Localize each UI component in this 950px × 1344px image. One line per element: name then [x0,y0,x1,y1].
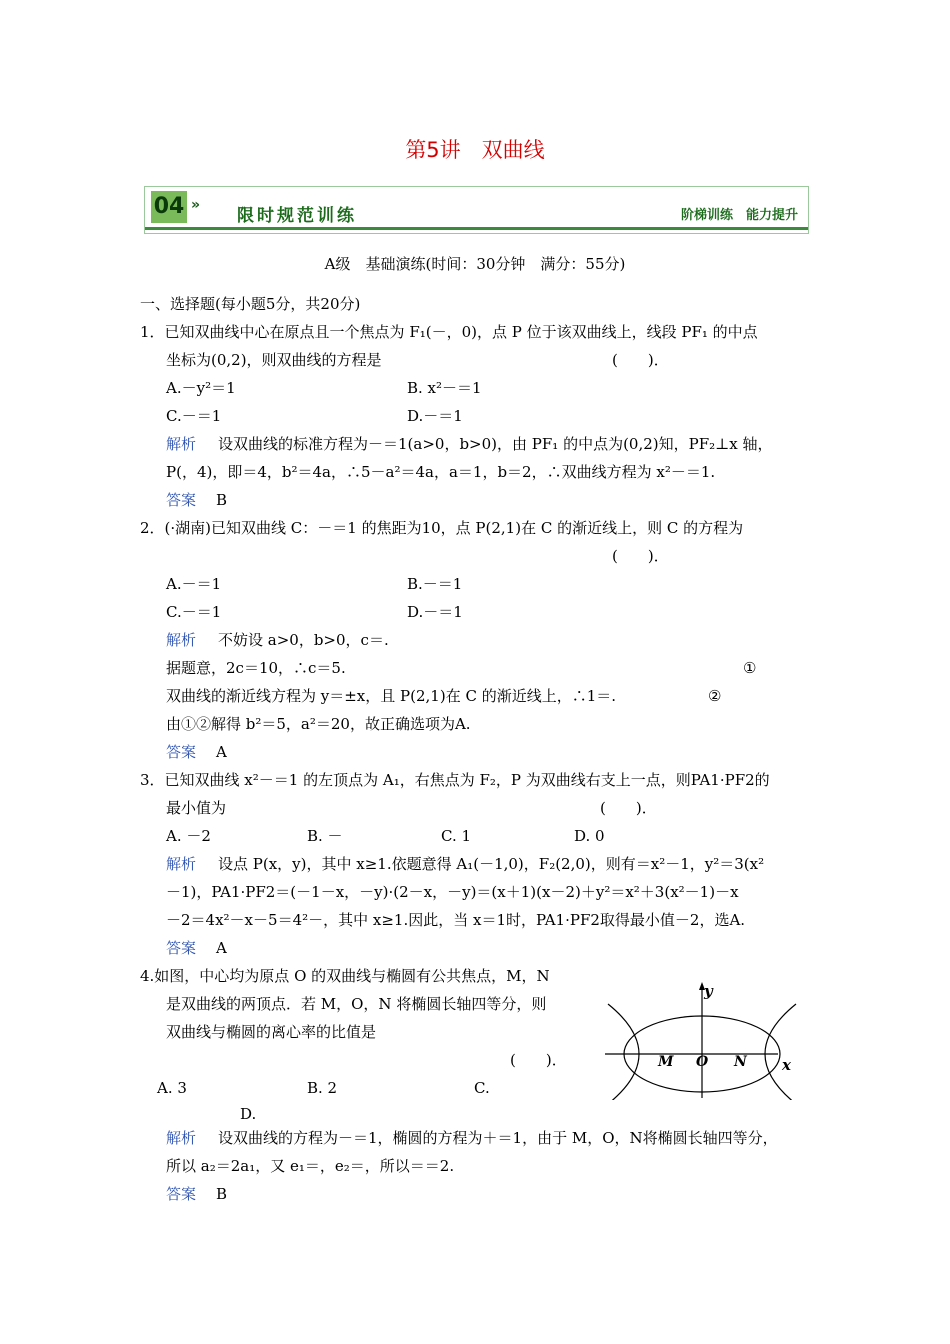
ellipse-hyperbola-figure [600,980,800,1100]
q1-answer: B [216,491,228,509]
q2-option-c: C.－＝1 [166,603,222,621]
q2-solution-label: 解析 [166,631,197,649]
q3-option-b: B. － [307,827,343,845]
banner-stripe [145,227,808,230]
q2-option-b: B.－＝1 [407,575,463,593]
q4-option-c: C. [474,1079,490,1097]
q3-stem-line2: 最小值为 [166,799,227,817]
q4-stem-line2: 是双曲线的两顶点．若 M，O，N 将椭圆长轴四等分，则 [166,995,547,1013]
q3-option-d: D. 0 [574,827,605,845]
q4-option-b: B. 2 [307,1079,338,1097]
q2-answer: A [216,743,227,761]
q4-paren: ( )． [510,1051,567,1069]
q2-answer-label: 答案 [166,743,197,761]
q4-stem-line3: 双曲线与椭圆的离心率的比值是 [166,1023,377,1041]
q4-option-a: A. 3 [157,1079,187,1097]
q1-option-d: D.－＝1 [407,407,463,425]
banner-number: 04 [151,191,187,223]
q2-paren: ( )． [612,547,669,565]
q4-option-d: D. [240,1105,257,1123]
q3-solution-line2: －1)，PA1·PF2＝(－1－x，－y)·(2－x，－y)＝(x＋1)(x－2)＋y²＝x²＋3(x²－1)－x [166,883,739,901]
q1-paren: ( )． [612,351,669,369]
q3-option-a: A. －2 [166,827,211,845]
q2-stem-line1: 2．(·湖南)已知双曲线 C：－＝1 的焦距为10，点 P(2,1)在 C 的渐近线上，则 C 的方程为 [140,519,744,537]
q1-option-c: C.－＝1 [166,407,222,425]
banner-subtitle: 阶梯训练 能力提升 [680,208,798,223]
point-m-label: M [658,1054,674,1070]
q2-option-d: D.－＝1 [407,603,463,621]
page-title: 第5讲 双曲线 [405,138,545,162]
y-axis-label: y [704,982,713,1000]
level-header: A级 基础演练(时间：30分钟 满分：55分) [324,255,626,273]
section-banner [144,186,809,234]
point-n-label: N [734,1054,747,1070]
q2-solution-line3: 双曲线的渐近线方程为 y＝±x，且 P(2,1)在 C 的渐近线上，∴1＝. [166,687,617,705]
q3-option-c: C. 1 [441,827,472,845]
q2-solution-line1: 不妨设 a>0，b>0，c＝. [218,631,389,649]
chevron-right-icon: » [191,197,201,213]
q1-stem-line2: 坐标为(0,2)，则双曲线的方程是 [166,351,382,369]
q3-answer: A [216,939,227,957]
q1-stem-line1: 1．已知双曲线中心在原点且一个焦点为 F₁(－，0)，点 P 位于该双曲线上，线段 PF₁ 的中点 [140,323,758,341]
x-axis-label: x [782,1056,791,1074]
point-o-label: O [696,1054,709,1070]
q3-answer-label: 答案 [166,939,197,957]
q2-mark-1: ① [743,659,757,677]
q2-solution-line2: 据题意，2c＝10，∴c＝5. [166,659,346,677]
q1-option-a: A.－y²＝1 [166,379,236,397]
q1-option-b: B. x²－＝1 [407,379,482,397]
q1-solution-label: 解析 [166,435,197,453]
q4-answer-label: 答案 [166,1185,197,1203]
q4-answer: B [216,1185,228,1203]
q1-solution-line2: P(，4)，即＝4，b²＝4a，∴5－a²＝4a，a＝1，b＝2，∴双曲线方程为 x²－＝1. [166,463,716,481]
q2-mark-2: ② [708,687,722,705]
q3-solution-line1: 设点 P(x，y)，其中 x≥1.依题意得 A₁(－1,0)，F₂(2,0)，则有＝x²－1，y²＝3(x² [218,855,765,873]
q1-solution-line1: 设双曲线的标准方程为－＝1(a>0，b>0)，由 PF₁ 的中点为(0,2)知，PF₂⊥x 轴， [218,435,773,453]
q3-solution-label: 解析 [166,855,197,873]
q4-solution-label: 解析 [166,1129,197,1147]
q2-option-a: A.－＝1 [166,575,222,593]
section-heading: 一、选择题(每小题5分，共20分) [140,295,361,313]
q2-solution-line4: 由①②解得 b²＝5，a²＝20，故正确选项为A. [166,715,471,733]
q4-solution-line2: 所以 a₂＝2a₁，又 e₁＝，e₂＝，所以＝＝2. [166,1157,455,1175]
q3-paren: ( )． [600,799,657,817]
q4-solution-line1: 设双曲线的方程为－＝1，椭圆的方程为＋＝1，由于 M，O，N将椭圆长轴四等分， [218,1129,778,1147]
q4-stem-line1: 4.如图，中心均为原点 O 的双曲线与椭圆有公共焦点，M，N [140,967,550,985]
banner-title: 限时规范训练 [237,206,357,226]
q3-solution-line3: －2＝4x²－x－5＝4²－，其中 x≥1.因此，当 x＝1时，PA1·PF2取得最小值－2，选A. [166,911,746,929]
q1-answer-label: 答案 [166,491,197,509]
q3-stem-line1: 3．已知双曲线 x²－＝1 的左顶点为 A₁，右焦点为 F₂，P 为双曲线右支上一点，则PA1·PF2的 [140,771,770,789]
